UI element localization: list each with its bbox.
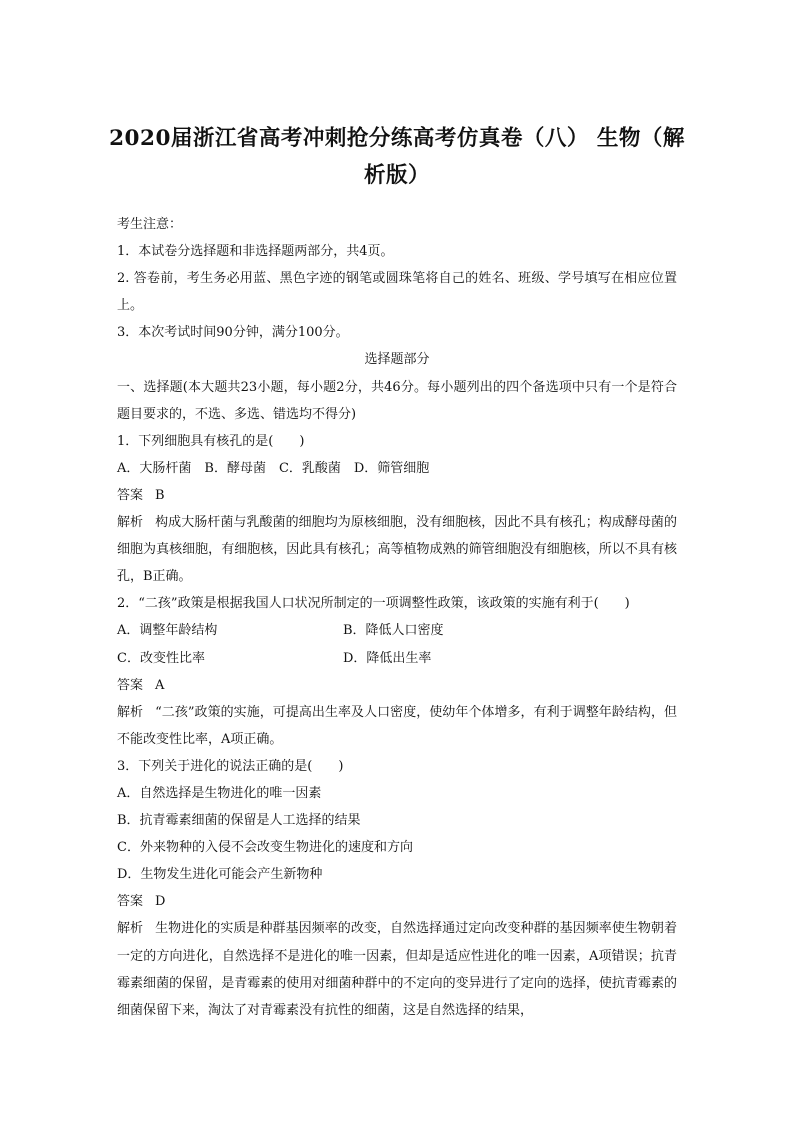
question-1-options: A．大肠杆菌 B．酵母菌 C．乳酸菌 D．筛管细胞 (117, 460, 430, 476)
analysis-label: 解析 (117, 704, 144, 720)
answer-value: D (155, 894, 166, 910)
answer-value: B (155, 487, 165, 503)
section-intro: 一、选择题(本大题共23小题，每小题2分，共46分。每小题列出的四个备选项中只有一个是符合题目要求的，不选、多选、错选均不得分) (117, 379, 677, 422)
document-body (117, 211, 677, 1024)
answer-label: 答案 (117, 677, 144, 693)
option-d: D．降低出生率 (343, 650, 432, 666)
option-c: C．改变性比率 (117, 650, 205, 666)
analysis-text: “二孩”政策的实施，可提高出生率及人口密度，使幼年个体增多，有利于调整年龄结构，但不能改变性比率，A项正确。 (117, 704, 677, 747)
analysis-text: 生物进化的实质是种群基因频率的改变，自然选择通过定向改变种群的基因频率使生物朝着一定的方向进化，自然选择不是进化的唯一因素，但却是适应性进化的唯一因素，A项错误；抗青霉素细菌的保留，是青霉素的使用对细菌种群中的不定向的变异进行了定向的选择，使抗青霉素的细菌保留下来，淘汰了对青霉素没有抗性的细菌，这是自然选择的结果， (117, 921, 677, 1018)
question-2-analysis (117, 699, 677, 753)
question-3-option-a: A．自然选择是生物进化的唯一因素 (117, 785, 322, 801)
analysis-label: 解析 (117, 515, 144, 531)
question-3-option-b: B．抗青霉素细菌的保留是人工选择的结果 (117, 813, 361, 829)
option-a: A．调整年龄结构 (117, 623, 218, 639)
question-3-option-d: D．生物发生进化可能会产生新物种 (117, 867, 323, 883)
notice-item-1: 1．本试卷分选择题和非选择题两部分，共4页。 (117, 244, 394, 260)
analysis-text: 构成大肠杆菌与乳酸菌的细胞均为原核细胞，没有细胞核，因此不具有核孔；构成酵母菌的细胞为真核细胞，有细胞核，因此具有核孔；高等植物成熟的筛管细胞没有细胞核，所以不具有核孔，B正确。 (117, 515, 677, 585)
question-3-analysis (117, 915, 677, 1023)
section-title: 选择题部分 (364, 352, 430, 368)
question-2-stem: 2．“二孩”政策是根据我国人口状况所制定的一项调整性政策，该政策的实施有利于( ) (117, 596, 630, 612)
answer-label: 答案 (117, 487, 144, 503)
notice-heading: 考生注意： (117, 217, 183, 232)
answer-label: 答案 (117, 894, 144, 910)
question-3-option-c: C．外来物种的入侵不会改变生物进化的速度和方向 (117, 840, 413, 856)
question-2-answer (117, 672, 677, 699)
question-1-stem: 1．下列细胞具有核孔的是( ) (117, 433, 305, 449)
page-title: 2020届浙江省高考冲刺抢分练高考仿真卷（八） 生物（解析版） (109, 126, 685, 188)
question-1-analysis (117, 509, 677, 590)
question-3-stem: 3．下列关于进化的说法正确的是( ) (117, 758, 344, 774)
question-3-answer (117, 888, 677, 915)
question-2-options-row-1 (117, 617, 677, 644)
question-1-answer (117, 482, 677, 509)
notice-item-3: 3．本次考试时间90分钟，满分100分。 (117, 325, 349, 341)
analysis-label: 解析 (117, 921, 144, 937)
option-b: B．降低人口密度 (343, 623, 444, 639)
notice-item-2: 2. 答卷前，考生务必用蓝、黑色字迹的钢笔或圆珠笔将自己的姓名、班级、学号填写在相应位置上。 (117, 271, 677, 314)
question-2-options-row-2 (117, 645, 677, 672)
answer-value: A (155, 677, 165, 693)
